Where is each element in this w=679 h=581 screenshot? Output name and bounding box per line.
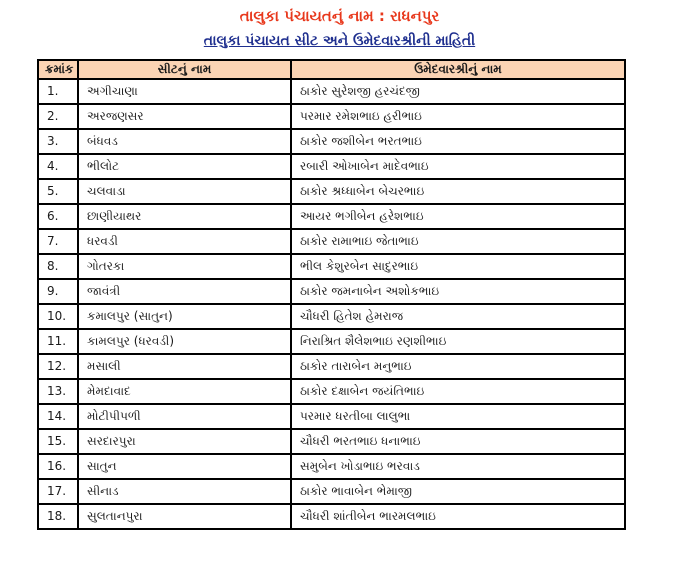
candidates-table [37, 59, 626, 530]
cell-serial: 7. [38, 229, 78, 254]
table-row [38, 404, 625, 429]
table-row [38, 479, 625, 504]
table-row [38, 504, 625, 529]
cell-candidate-name: ઠાકોર ભાવાબેન ભેમાજી [291, 479, 625, 504]
table-row [38, 454, 625, 479]
cell-serial: 10. [38, 304, 78, 329]
cell-serial: 8. [38, 254, 78, 279]
cell-candidate-name: ઠાકોર તારાબેન મનુભાઇ [291, 354, 625, 379]
cell-serial: 12. [38, 354, 78, 379]
cell-serial: 3. [38, 129, 78, 154]
cell-candidate-name: સમુબેન ખોડાભાઇ ભરવાડ [291, 454, 625, 479]
table-body [38, 79, 625, 529]
cell-seat-name: બંધવડ [78, 129, 291, 154]
cell-seat-name: અગીચાણા [78, 79, 291, 104]
cell-serial: 16. [38, 454, 78, 479]
table-row [38, 179, 625, 204]
table-row [38, 304, 625, 329]
table-row [38, 279, 625, 304]
cell-seat-name: સુલતાનપુરા [78, 504, 291, 529]
cell-seat-name: કમાલપુર (સાતુન) [78, 304, 291, 329]
column-header-candidate: ઉમેદવારશ્રીનું નામ [291, 60, 625, 79]
cell-seat-name: ગોતરકા [78, 254, 291, 279]
cell-seat-name: મસાલી [78, 354, 291, 379]
cell-serial: 13. [38, 379, 78, 404]
cell-seat-name: ચલવાડા [78, 179, 291, 204]
cell-seat-name: કામલપુર (ધરવડી) [78, 329, 291, 354]
cell-candidate-name: આયર ભગીબેન હરેશભાઇ [291, 204, 625, 229]
cell-candidate-name: ઠાકોર રામાભાઇ જેતાભાઇ [291, 229, 625, 254]
cell-serial: 15. [38, 429, 78, 454]
table-row [38, 429, 625, 454]
cell-candidate-name: ઠાકોર દક્ષાબેન જયંતિભાઇ [291, 379, 625, 404]
cell-serial: 1. [38, 79, 78, 104]
cell-candidate-name: ઠાકોર જશીબેન ભરતભાઇ [291, 129, 625, 154]
cell-candidate-name: પરમાર ધરતીબા લાલુભા [291, 404, 625, 429]
cell-serial: 18. [38, 504, 78, 529]
table-row [38, 354, 625, 379]
cell-serial: 5. [38, 179, 78, 204]
cell-seat-name: છાણીયાથર [78, 204, 291, 229]
cell-serial: 17. [38, 479, 78, 504]
cell-seat-name: મેમદાવાદ [78, 379, 291, 404]
cell-candidate-name: ચૌધરી હિતેશ હેમરાજ [291, 304, 625, 329]
cell-seat-name: સરદારપુરા [78, 429, 291, 454]
cell-seat-name: જાવંત્રી [78, 279, 291, 304]
cell-seat-name: ભીલોટ [78, 154, 291, 179]
cell-serial: 11. [38, 329, 78, 354]
table-row [38, 379, 625, 404]
cell-serial: 6. [38, 204, 78, 229]
page-title: તાલુકા પંચાયતનું નામ : રાધનપુર [239, 7, 440, 25]
table-row [38, 79, 625, 104]
cell-seat-name: સાતુન [78, 454, 291, 479]
table-row [38, 154, 625, 179]
cell-serial: 9. [38, 279, 78, 304]
table-row [38, 254, 625, 279]
page-subtitle [0, 31, 679, 51]
cell-candidate-name: ઠાકોર શ્રધ્ધાબેન બેચરભાઇ [291, 179, 625, 204]
table-row [38, 129, 625, 154]
cell-seat-name: અરજણસર [78, 104, 291, 129]
table-row [38, 104, 625, 129]
table-row [38, 204, 625, 229]
cell-candidate-name: ચૌધરી શાંતીબેન ભારમલભાઇ [291, 504, 625, 529]
cell-seat-name: ધરવડી [78, 229, 291, 254]
cell-candidate-name: ઠાકોર જમનાબેન અશોકભાઇ [291, 279, 625, 304]
table-header-row [38, 60, 625, 79]
cell-seat-name: સીનાડ [78, 479, 291, 504]
table-row [38, 229, 625, 254]
subtitle-text: તાલુકા પંચાયત સીટ અને ઉમેદવારશ્રીની માહિતી [203, 33, 476, 49]
cell-candidate-name: પરમાર રમેશભાઇ હરીભાઇ [291, 104, 625, 129]
cell-seat-name: મોટીપીપળી [78, 404, 291, 429]
column-header-serial: ક્રમાંક [38, 60, 78, 79]
cell-candidate-name: ચૌધરી ભરતભાઇ ધનાભાઇ [291, 429, 625, 454]
cell-serial: 4. [38, 154, 78, 179]
cell-candidate-name: નિરાશ્રિત શૈલેશભાઇ રણશીભાઇ [291, 329, 625, 354]
cell-serial: 14. [38, 404, 78, 429]
table-row [38, 329, 625, 354]
cell-candidate-name: ઠાકોર સુરેશજી હરચંદજી [291, 79, 625, 104]
column-header-seat: સીટનું નામ [78, 60, 291, 79]
cell-serial: 2. [38, 104, 78, 129]
cell-candidate-name: રબારી ઓખાબેન માદેવભાઇ [291, 154, 625, 179]
cell-candidate-name: ભીલ કેશુરબેન સાદુરભાઇ [291, 254, 625, 279]
